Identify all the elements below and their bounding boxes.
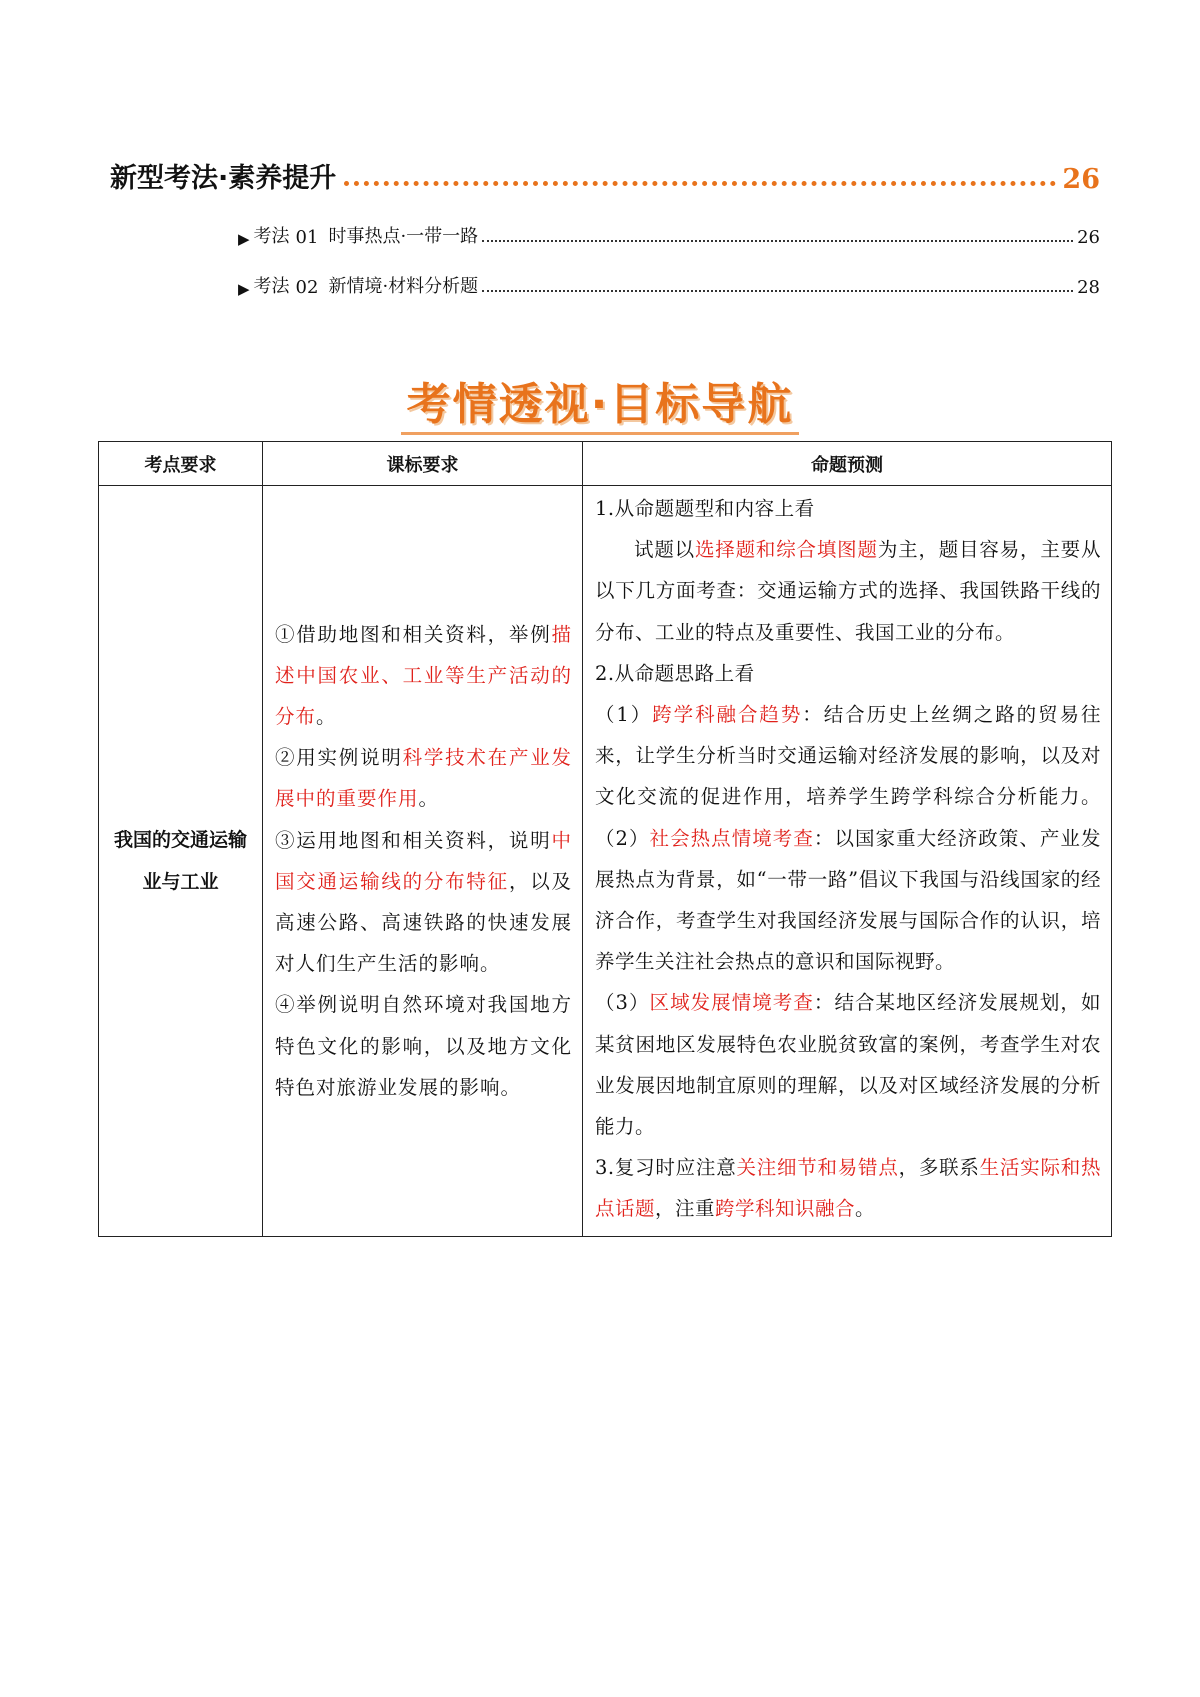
standard-3-highlight: 中国交通运输线的分布特征	[275, 828, 572, 893]
standard-1	[275, 614, 572, 738]
standard-1-end: 。	[316, 705, 337, 729]
point-1-text: ：结合历史上丝绸之路的贸易往来，让学生分析当时交通运输对经济发展的影响，以及对文化交流的促进作用，培养学生跨学科综合分析能力。（2）	[595, 703, 1101, 850]
review-highlight-3: 跨学科知识融合	[715, 1197, 856, 1221]
header-topic: 考点要求	[99, 442, 263, 486]
toc-item-number: 02	[295, 277, 319, 298]
standard-3-text: ③运用地图和相关资料，说明	[275, 828, 552, 852]
review-text-4: 。	[855, 1197, 876, 1221]
prediction-p1-text: 试题以	[634, 538, 695, 562]
toc-main-entry[interactable]	[110, 155, 1100, 195]
table-header-row	[99, 442, 1112, 486]
review-text-1: 3.复习时应注意	[595, 1156, 737, 1180]
prediction-p1-rest: 为主，题目容易，主要从以下几方面考查：交通运输方式的选择、我国铁路干线的分布、工业的特点及重要性、我国工业的分布。	[595, 538, 1101, 644]
standard-3	[275, 820, 572, 985]
standard-4: ④举例说明自然环境对我国地方特色文化的影响，以及地方文化特色对旅游业发展的影响。	[275, 993, 572, 1099]
toc-item-title: 时事热点·一带一路	[328, 226, 479, 247]
point-1-number: （1）	[595, 703, 653, 727]
review-text-2: ，多联系	[898, 1156, 980, 1180]
triangle-marker-icon: ▶	[238, 230, 250, 248]
standard-3-end: ，以及高速公路、高速铁路的快速发展对人们生产生活的影响。	[275, 869, 572, 976]
toc-item-number: 01	[295, 227, 319, 248]
standard-2-end: 。	[418, 787, 440, 811]
toc-main-leader	[344, 181, 1056, 186]
toc-item-label: 考法	[253, 276, 290, 297]
standard-1-highlight: 描述中国农业、工业等生产活动的分布	[275, 622, 572, 729]
exam-analysis-table	[98, 441, 1112, 1237]
header-prediction: 命题预测	[583, 442, 1112, 486]
toc-item-label: 考法	[253, 226, 290, 247]
prediction-review-note	[595, 1147, 1101, 1229]
prediction-cell	[583, 486, 1112, 1237]
toc-main-title: 新型考法·素养提升	[110, 163, 337, 194]
toc-item-page: 26	[1077, 227, 1100, 248]
point-3-text: ：结合某地区经济发展规划，如某贫困地区发展特色农业脱贫致富的案例，考查学生对农业发展因地制宜原则的理解，以及对区域经济发展的分析能力。	[595, 991, 1101, 1139]
review-text-3: ，注重	[655, 1197, 716, 1221]
toc-main-page: 26	[1062, 164, 1100, 195]
point-2-text: ：以国家重大经济政策、产业发展热点为背景，如“一带一路”倡议下我国与沿线国家的经济合作，考查学生对我国经济发展与国际合作的认识，培养学生关注社会热点的意识和国际视野。	[595, 826, 1101, 974]
standard-2-text: ②用实例说明	[275, 746, 403, 770]
prediction-point-1-2	[595, 694, 1101, 982]
section-banner	[0, 368, 1200, 432]
point-3-highlight: 区域发展情境考查	[649, 991, 814, 1015]
header-standard: 课标要求	[263, 442, 583, 486]
table-row	[99, 486, 1112, 1237]
toc-item[interactable]	[238, 220, 1100, 248]
standard-2	[275, 737, 572, 819]
standards-cell	[263, 486, 583, 1237]
point-3-number: （3）	[595, 991, 650, 1015]
banner-title: 考情透视·目标导航	[401, 379, 800, 435]
triangle-marker-icon: ▶	[238, 280, 250, 298]
point-2-highlight: 社会热点情境考查	[649, 826, 814, 850]
toc-item-title: 新情境·材料分析题	[328, 276, 479, 297]
prediction-point-3	[595, 982, 1101, 1147]
standard-2-highlight: 科学技术在产业发展中的重要作用	[275, 746, 572, 811]
prediction-paragraph-1	[595, 529, 1101, 653]
toc-item-leader	[482, 240, 1073, 242]
review-highlight-1: 关注细节和易错点	[736, 1156, 899, 1180]
topic-text: 我国的交通运输业与工业	[113, 828, 247, 893]
toc-item-page: 28	[1077, 277, 1100, 298]
prediction-p1-highlight: 选择题和综合填图题	[694, 538, 878, 562]
prediction-heading-1: 1.从命题题型和内容上看	[595, 497, 815, 520]
prediction-heading-2: 2.从命题思路上看	[595, 661, 755, 685]
standard-1-text: ①借助地图和相关资料，举例	[275, 622, 552, 646]
topic-cell	[99, 486, 263, 1237]
point-1-highlight: 跨学科融合趋势	[652, 703, 803, 727]
toc-item-leader	[482, 290, 1073, 292]
review-highlight-2: 生活实际和热点话题	[595, 1156, 1101, 1221]
toc-item[interactable]	[238, 270, 1100, 298]
